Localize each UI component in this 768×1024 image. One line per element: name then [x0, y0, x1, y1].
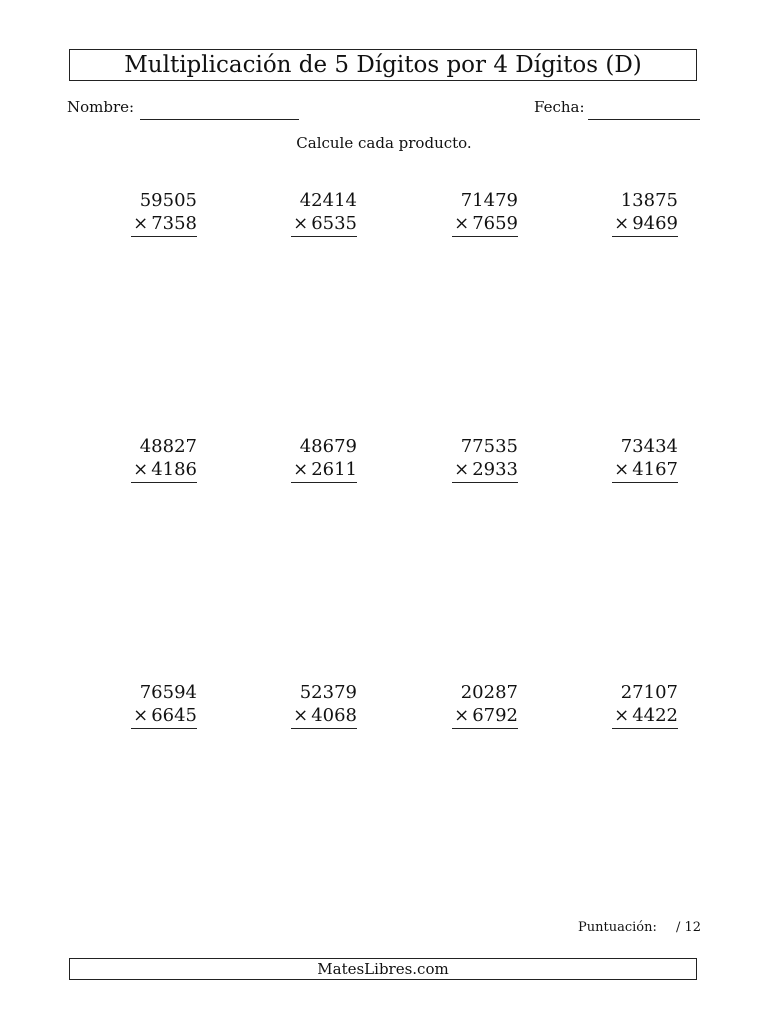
score-total: / 12 [676, 920, 702, 935]
times-icon: × [133, 705, 149, 726]
multiplicand: 59505 [139, 190, 197, 211]
name-label: Nombre: [67, 98, 135, 116]
name-field-line[interactable] [140, 119, 299, 120]
problem-6 [291, 435, 357, 483]
footer-site-name: MatesLibres.com [69, 958, 697, 980]
problem-1 [131, 189, 197, 237]
multiplicand: 13875 [620, 190, 678, 211]
page-title: Multiplicación de 5 Dígitos por 4 Dígitos (D) [69, 49, 697, 81]
times-icon: × [293, 705, 309, 726]
multiplier: 7358 [151, 213, 197, 234]
multiplier: 6645 [151, 705, 197, 726]
problem-2 [291, 189, 357, 237]
multiplier: 2933 [472, 459, 518, 480]
multiplier: 4422 [632, 705, 678, 726]
multiplicand: 76594 [139, 682, 197, 703]
times-icon: × [293, 213, 309, 234]
score-label: Puntuación: [578, 920, 657, 935]
multiplicand: 77535 [460, 436, 518, 457]
multiplicand: 20287 [460, 682, 518, 703]
multiplier: 6535 [311, 213, 357, 234]
multiplicand: 71479 [460, 190, 518, 211]
times-icon: × [133, 213, 149, 234]
problem-4 [612, 189, 678, 237]
multiplier: 4167 [632, 459, 678, 480]
problem-3 [452, 189, 518, 237]
problem-11 [452, 681, 518, 729]
multiplier: 2611 [311, 459, 357, 480]
times-icon: × [614, 213, 630, 234]
multiplicand: 48679 [299, 436, 357, 457]
problem-12 [612, 681, 678, 729]
date-field-line[interactable] [588, 119, 700, 120]
multiplicand: 48827 [139, 436, 197, 457]
problem-5 [131, 435, 197, 483]
instructions: Calcule cada producto. [296, 134, 472, 152]
multiplier: 4068 [311, 705, 357, 726]
multiplicand: 73434 [620, 436, 678, 457]
times-icon: × [133, 459, 149, 480]
multiplicand: 52379 [299, 682, 357, 703]
problem-8 [612, 435, 678, 483]
times-icon: × [454, 705, 470, 726]
times-icon: × [454, 459, 470, 480]
times-icon: × [614, 459, 630, 480]
problem-7 [452, 435, 518, 483]
multiplicand: 42414 [299, 190, 357, 211]
times-icon: × [454, 213, 470, 234]
multiplier: 6792 [472, 705, 518, 726]
times-icon: × [293, 459, 309, 480]
multiplicand: 27107 [620, 682, 678, 703]
times-icon: × [614, 705, 630, 726]
problem-9 [131, 681, 197, 729]
date-label: Fecha: [534, 98, 585, 116]
multiplier: 9469 [632, 213, 678, 234]
problem-10 [291, 681, 357, 729]
multiplier: 4186 [151, 459, 197, 480]
multiplier: 7659 [472, 213, 518, 234]
